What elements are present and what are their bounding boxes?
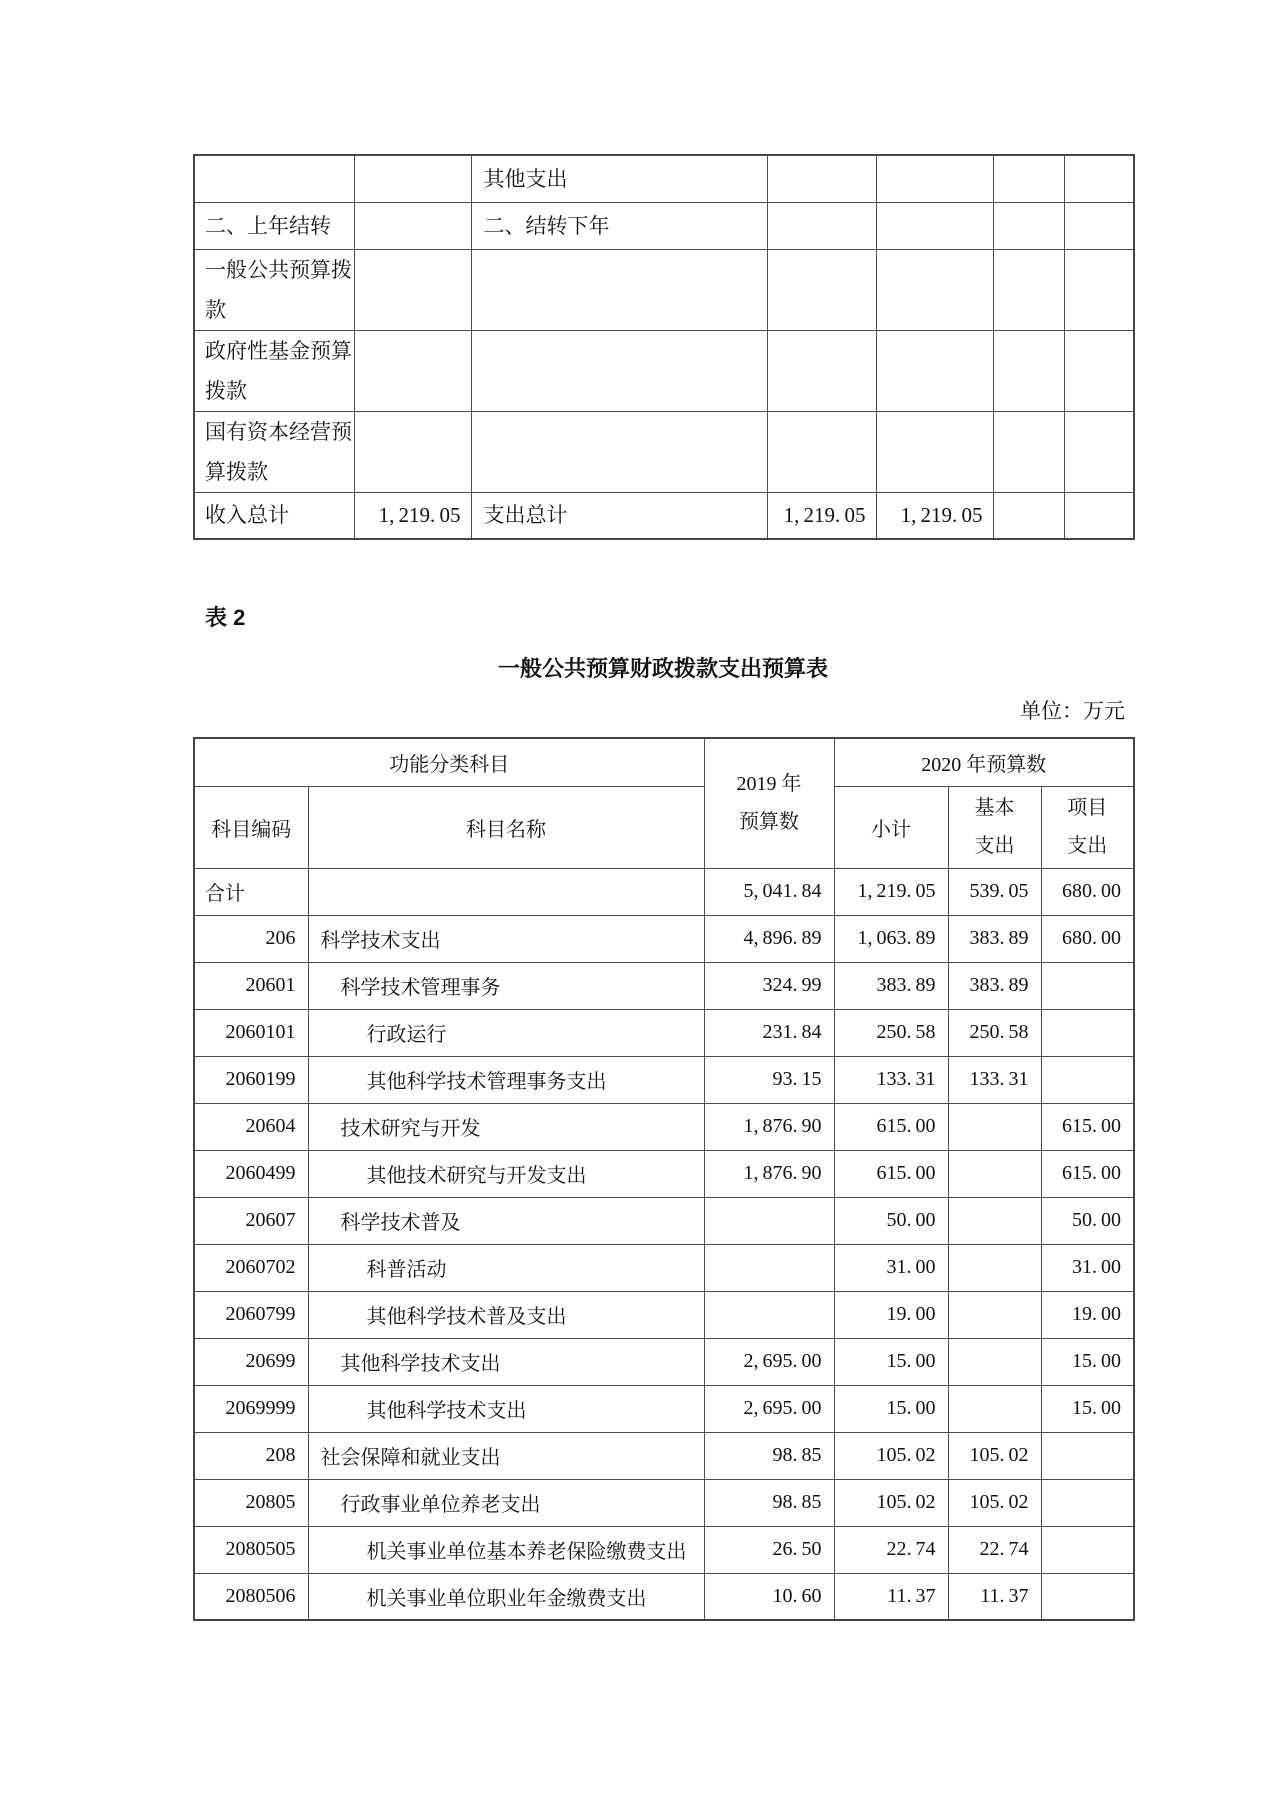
t1-cell	[194, 155, 354, 202]
value-subtotal-cell: 250. 58	[834, 1009, 948, 1056]
value-project-cell: 615. 00	[1041, 1150, 1134, 1197]
value-basic-cell	[948, 1103, 1041, 1150]
t1-cell: 收入总计	[194, 492, 354, 539]
value-2019-cell: 10. 60	[704, 1573, 834, 1620]
t1-cell	[993, 249, 1064, 330]
t1-cell: 政府性基金预算拨款	[194, 330, 354, 411]
name-cell: 科学技术普及	[308, 1197, 704, 1244]
table-row	[194, 1056, 1134, 1103]
t1-row	[194, 492, 1134, 539]
t1-cell	[876, 411, 993, 492]
code-cell: 2060702	[194, 1244, 308, 1291]
code-cell: 20604	[194, 1103, 308, 1150]
table-row	[194, 1009, 1134, 1056]
header-subtotal: 小计	[834, 786, 948, 868]
t1-cell	[1064, 492, 1134, 539]
value-project-cell: 19. 00	[1041, 1291, 1134, 1338]
value-basic-cell	[948, 1197, 1041, 1244]
value-2019-cell: 26. 50	[704, 1526, 834, 1573]
t1-row	[194, 202, 1134, 249]
table-row	[194, 1197, 1134, 1244]
value-basic-cell: 133. 31	[948, 1056, 1041, 1103]
name-cell: 机关事业单位职业年金缴费支出	[308, 1573, 704, 1620]
value-project-cell: 15. 00	[1041, 1385, 1134, 1432]
table-row	[194, 1150, 1134, 1197]
value-subtotal-cell: 50. 00	[834, 1197, 948, 1244]
value-subtotal-cell: 19. 00	[834, 1291, 948, 1338]
t1-cell	[767, 202, 876, 249]
code-cell: 206	[194, 915, 308, 962]
value-2019-cell: 324. 99	[704, 962, 834, 1009]
value-basic-cell: 105. 02	[948, 1479, 1041, 1526]
t1-cell: 1, 219. 05	[767, 492, 876, 539]
header-row-2	[194, 786, 1134, 868]
code-cell: 2060199	[194, 1056, 308, 1103]
t1-cell	[767, 330, 876, 411]
t1-cell	[993, 330, 1064, 411]
table-row	[194, 1103, 1134, 1150]
value-subtotal-cell: 1, 219. 05	[834, 868, 948, 915]
value-project-cell	[1041, 1479, 1134, 1526]
code-cell: 20601	[194, 962, 308, 1009]
t1-cell: 二、上年结转	[194, 202, 354, 249]
table-row	[194, 1573, 1134, 1620]
value-project-cell: 50. 00	[1041, 1197, 1134, 1244]
t1-cell: 1, 219. 05	[876, 492, 993, 539]
value-2019-cell: 98. 85	[704, 1432, 834, 1479]
value-project-cell	[1041, 1056, 1134, 1103]
header-subject-code: 科目编码	[194, 786, 308, 868]
value-subtotal-cell: 105. 02	[834, 1432, 948, 1479]
t1-cell	[1064, 411, 1134, 492]
t1-cell	[876, 202, 993, 249]
t1-cell	[354, 411, 471, 492]
t1-cell	[354, 330, 471, 411]
header-2019-budget: 2019 年 预算数	[704, 738, 834, 868]
value-basic-cell	[948, 1244, 1041, 1291]
code-cell: 2060799	[194, 1291, 308, 1338]
name-cell: 其他技术研究与开发支出	[308, 1150, 704, 1197]
header-row-1	[194, 738, 1134, 786]
t1-cell	[471, 330, 767, 411]
value-basic-cell: 539. 05	[948, 868, 1041, 915]
name-cell: 其他科学技术支出	[308, 1338, 704, 1385]
t1-row	[194, 411, 1134, 492]
name-cell: 科学技术支出	[308, 915, 704, 962]
t1-row	[194, 155, 1134, 202]
t1-row	[194, 249, 1134, 330]
value-subtotal-cell: 383. 89	[834, 962, 948, 1009]
t1-cell	[993, 155, 1064, 202]
value-2019-cell	[704, 1197, 834, 1244]
table-row	[194, 1526, 1134, 1573]
value-subtotal-cell: 615. 00	[834, 1150, 948, 1197]
value-subtotal-cell: 133. 31	[834, 1056, 948, 1103]
value-subtotal-cell: 31. 00	[834, 1244, 948, 1291]
header-functional-category: 功能分类科目	[194, 738, 704, 786]
code-cell: 2060101	[194, 1009, 308, 1056]
name-cell: 行政运行	[308, 1009, 704, 1056]
code-cell: 合计	[194, 868, 308, 915]
value-2019-cell: 93. 15	[704, 1056, 834, 1103]
t1-cell	[876, 155, 993, 202]
unit-label: 单位：万元	[1020, 699, 1125, 723]
t1-cell	[876, 249, 993, 330]
t1-cell	[471, 411, 767, 492]
value-subtotal-cell: 11. 37	[834, 1573, 948, 1620]
table2-title: 一般公共预算财政拨款支出预算表	[497, 656, 828, 681]
value-project-cell: 680. 00	[1041, 915, 1134, 962]
value-basic-cell: 11. 37	[948, 1573, 1041, 1620]
value-2019-cell: 2, 695. 00	[704, 1338, 834, 1385]
value-2019-cell	[704, 1244, 834, 1291]
value-basic-cell	[948, 1291, 1041, 1338]
value-subtotal-cell: 22. 74	[834, 1526, 948, 1573]
value-basic-cell	[948, 1338, 1041, 1385]
t1-cell	[993, 411, 1064, 492]
t1-cell	[993, 492, 1064, 539]
value-basic-cell: 250. 58	[948, 1009, 1041, 1056]
t1-cell	[1064, 202, 1134, 249]
table-row	[194, 962, 1134, 1009]
value-project-cell	[1041, 1526, 1134, 1573]
value-2019-cell: 231. 84	[704, 1009, 834, 1056]
value-subtotal-cell: 15. 00	[834, 1385, 948, 1432]
t1-cell	[471, 249, 767, 330]
t1-cell	[767, 249, 876, 330]
t1-row	[194, 330, 1134, 411]
value-2019-cell	[704, 1291, 834, 1338]
name-cell: 社会保障和就业支出	[308, 1432, 704, 1479]
value-2019-cell: 1, 876. 90	[704, 1150, 834, 1197]
header-project-expenditure: 项目 支出	[1041, 786, 1134, 868]
value-project-cell: 15. 00	[1041, 1338, 1134, 1385]
table-row	[194, 915, 1134, 962]
code-cell: 2080505	[194, 1526, 308, 1573]
t1-cell	[1064, 249, 1134, 330]
value-project-cell: 680. 00	[1041, 868, 1134, 915]
header-subject-name: 科目名称	[308, 786, 704, 868]
income-expenditure-summary-table	[193, 154, 1135, 540]
name-cell: 科普活动	[308, 1244, 704, 1291]
value-2019-cell: 98. 85	[704, 1479, 834, 1526]
t1-cell	[1064, 155, 1134, 202]
code-cell: 20607	[194, 1197, 308, 1244]
code-cell: 2080506	[194, 1573, 308, 1620]
value-project-cell: 615. 00	[1041, 1103, 1134, 1150]
t1-cell: 一般公共预算拨款	[194, 249, 354, 330]
name-cell: 技术研究与开发	[308, 1103, 704, 1150]
value-basic-cell: 22. 74	[948, 1526, 1041, 1573]
t1-cell	[767, 411, 876, 492]
table-row	[194, 1479, 1134, 1526]
table-row	[194, 1338, 1134, 1385]
t1-cell	[354, 155, 471, 202]
value-2019-cell: 1, 876. 90	[704, 1103, 834, 1150]
name-cell: 科学技术管理事务	[308, 962, 704, 1009]
t1-cell: 国有资本经营预算拨款	[194, 411, 354, 492]
value-subtotal-cell: 15. 00	[834, 1338, 948, 1385]
t1-cell	[876, 330, 993, 411]
t1-cell	[993, 202, 1064, 249]
value-2019-cell: 2, 695. 00	[704, 1385, 834, 1432]
header-basic-expenditure: 基本 支出	[948, 786, 1041, 868]
code-cell: 2060499	[194, 1150, 308, 1197]
t1-cell: 二、结转下年	[471, 202, 767, 249]
name-cell: 机关事业单位基本养老保险缴费支出	[308, 1526, 704, 1573]
table2-label: 表 2	[205, 605, 246, 630]
value-subtotal-cell: 1, 063. 89	[834, 915, 948, 962]
name-cell: 行政事业单位养老支出	[308, 1479, 704, 1526]
table-row	[194, 1291, 1134, 1338]
value-subtotal-cell: 615. 00	[834, 1103, 948, 1150]
name-cell: 其他科学技术普及支出	[308, 1291, 704, 1338]
t1-cell: 支出总计	[471, 492, 767, 539]
value-basic-cell: 383. 89	[948, 962, 1041, 1009]
table-row	[194, 1244, 1134, 1291]
value-2019-cell: 4, 896. 89	[704, 915, 834, 962]
code-cell: 20699	[194, 1338, 308, 1385]
t1-cell: 1, 219. 05	[354, 492, 471, 539]
name-cell: 其他科学技术支出	[308, 1385, 704, 1432]
value-basic-cell: 105. 02	[948, 1432, 1041, 1479]
t1-cell	[1064, 330, 1134, 411]
code-cell: 208	[194, 1432, 308, 1479]
value-project-cell: 31. 00	[1041, 1244, 1134, 1291]
t1-cell: 其他支出	[471, 155, 767, 202]
t1-cell	[354, 249, 471, 330]
t1-cell	[354, 202, 471, 249]
value-2019-cell: 5, 041. 84	[704, 868, 834, 915]
t1-cell	[767, 155, 876, 202]
code-cell: 2069999	[194, 1385, 308, 1432]
value-project-cell	[1041, 962, 1134, 1009]
table-row	[194, 1432, 1134, 1479]
value-basic-cell	[948, 1385, 1041, 1432]
value-basic-cell	[948, 1150, 1041, 1197]
value-basic-cell: 383. 89	[948, 915, 1041, 962]
table-row	[194, 868, 1134, 915]
table-row	[194, 1385, 1134, 1432]
value-subtotal-cell: 105. 02	[834, 1479, 948, 1526]
name-cell: 其他科学技术管理事务支出	[308, 1056, 704, 1103]
budget-expenditure-table	[193, 737, 1135, 1621]
value-project-cell	[1041, 1009, 1134, 1056]
value-project-cell	[1041, 1432, 1134, 1479]
name-cell	[308, 868, 704, 915]
value-project-cell	[1041, 1573, 1134, 1620]
code-cell: 20805	[194, 1479, 308, 1526]
header-2020-budget: 2020 年预算数	[834, 738, 1134, 786]
